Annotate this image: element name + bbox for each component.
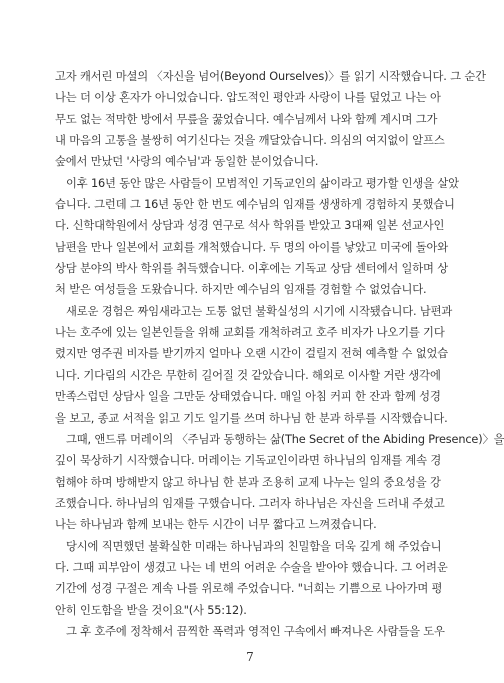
text-line: 만족스럽던 상담사 일을 그만둔 상태였습니다. 매일 아침 커피 한 잔과 함께 성경 xyxy=(55,390,441,404)
paragraph-start-line: 당시에 직면했던 불확실한 미래는 하나님과의 친밀함을 더욱 깊게 해 주었습니 xyxy=(66,539,442,553)
paragraph-start-line: 새로운 경험은 짜임새라고는 도통 없던 불확실성의 시기에 시작됐습니다. 남편과 xyxy=(66,304,453,318)
paragraph-start-line: 그 후 호주에 정착해서 끔찍한 폭력과 영적인 구속에서 빠져나온 사람들을 도우 xyxy=(66,624,445,638)
text-line: 을 보고, 종교 서적을 읽고 기도 일기를 쓰며 하나님 한 분과 하루를 시작했습니다. xyxy=(55,411,448,425)
page-body xyxy=(55,66,504,642)
text-line: 나는 더 이상 혼자가 아니었습니다. 압도적인 평안과 사랑이 나를 덮었고 나는 아 xyxy=(55,91,441,105)
text-line: 조했습니다. 하나님의 임재를 구했습니다. 그러자 하나님은 자신을 드러내 주셨고 xyxy=(55,496,445,510)
text-line: 안히 인도함을 받을 것이요"(사 55:12). xyxy=(55,603,247,617)
paragraph-start-line: 그때, 앤드류 머레이의 〈주님과 동행하는 삶(The Secret of the Abiding Presence)〉을 xyxy=(66,432,504,446)
text-line: 숲에서 만났던 '사랑의 예수님'과 동일한 분이었습니다. xyxy=(55,155,319,169)
text-line: 무도 없는 적막한 방에서 무릎을 꿇었습니다. 예수님께서 나와 함께 계시며 그가 xyxy=(55,112,438,126)
text-line: 기간에 성경 구절은 계속 나를 위로해 주었습니다. "너희는 기쁨으로 나아가며 평 xyxy=(55,582,443,596)
paragraph-start-line: 이후 16년 동안 많은 사람들이 모범적인 기독교인의 삶이라고 평가할 인생을 살았 xyxy=(66,176,459,190)
text-line: 내 마음의 고통을 불쌍히 여기신다는 것을 깨달았습니다. 의심의 여지없이 알프스 xyxy=(55,134,445,148)
text-line: 렸지만 영주권 비자를 받기까지 얼마나 오랜 시간이 걸릴지 전혀 예측할 수 없었습 xyxy=(55,347,449,361)
text-line: 깊이 묵상하기 시작했습니다. 머레이는 기독교인이라면 하나님의 임재를 계속 경 xyxy=(55,454,442,468)
text-line: 고자 캐서린 마셜의 〈자신을 넘어(Beyond Ourselves)〉를 읽기 시작했습니다. 그 순간 xyxy=(55,70,486,83)
text-line: 나는 호주에 있는 일본인들을 위해 교회를 개척하려고 호주 비자가 나오기를 기다 xyxy=(55,326,445,340)
text-line: 상담 분야의 박사 학위를 취득했습니다. 이후에는 기독교 상담 센터에서 일하며 상 xyxy=(55,262,449,276)
text-line: 니다. 기다림의 시간은 무한히 길어질 것 같았습니다. 해외로 이사할 거란 생각에 xyxy=(55,368,441,382)
text-line: 남편을 만나 일본에서 교회를 개척했습니다. 두 명의 아이를 낳았고 미국에 돌아와 xyxy=(55,240,449,254)
page-number: 7 xyxy=(246,650,254,664)
text-line: 습니다. 그런데 그 16년 동안 한 번도 예수님의 임재를 생생하게 경험하지 못했습니 xyxy=(55,198,455,212)
text-line: 다. 그때 피부암이 생겼고 나는 네 번의 어려운 수술을 받아야 했습니다. 그 어려운 xyxy=(55,560,448,574)
text-line: 험해야 하며 방해받지 않고 하나님 한 분과 조용히 교제 나누는 일의 중요성을 강 xyxy=(55,475,441,489)
text-line: 나는 하나님과 함께 보내는 한두 시간이 너무 짧다고 느껴졌습니다. xyxy=(55,518,377,532)
text-line: 다. 신학대학원에서 상담과 성경 연구로 석사 학위를 받았고 3대째 일본 선교사인 xyxy=(55,219,445,233)
text-line: 처 받은 여성들을 도왔습니다. 하지만 예수님의 임재를 경험할 수 없었습니다. xyxy=(55,283,427,297)
